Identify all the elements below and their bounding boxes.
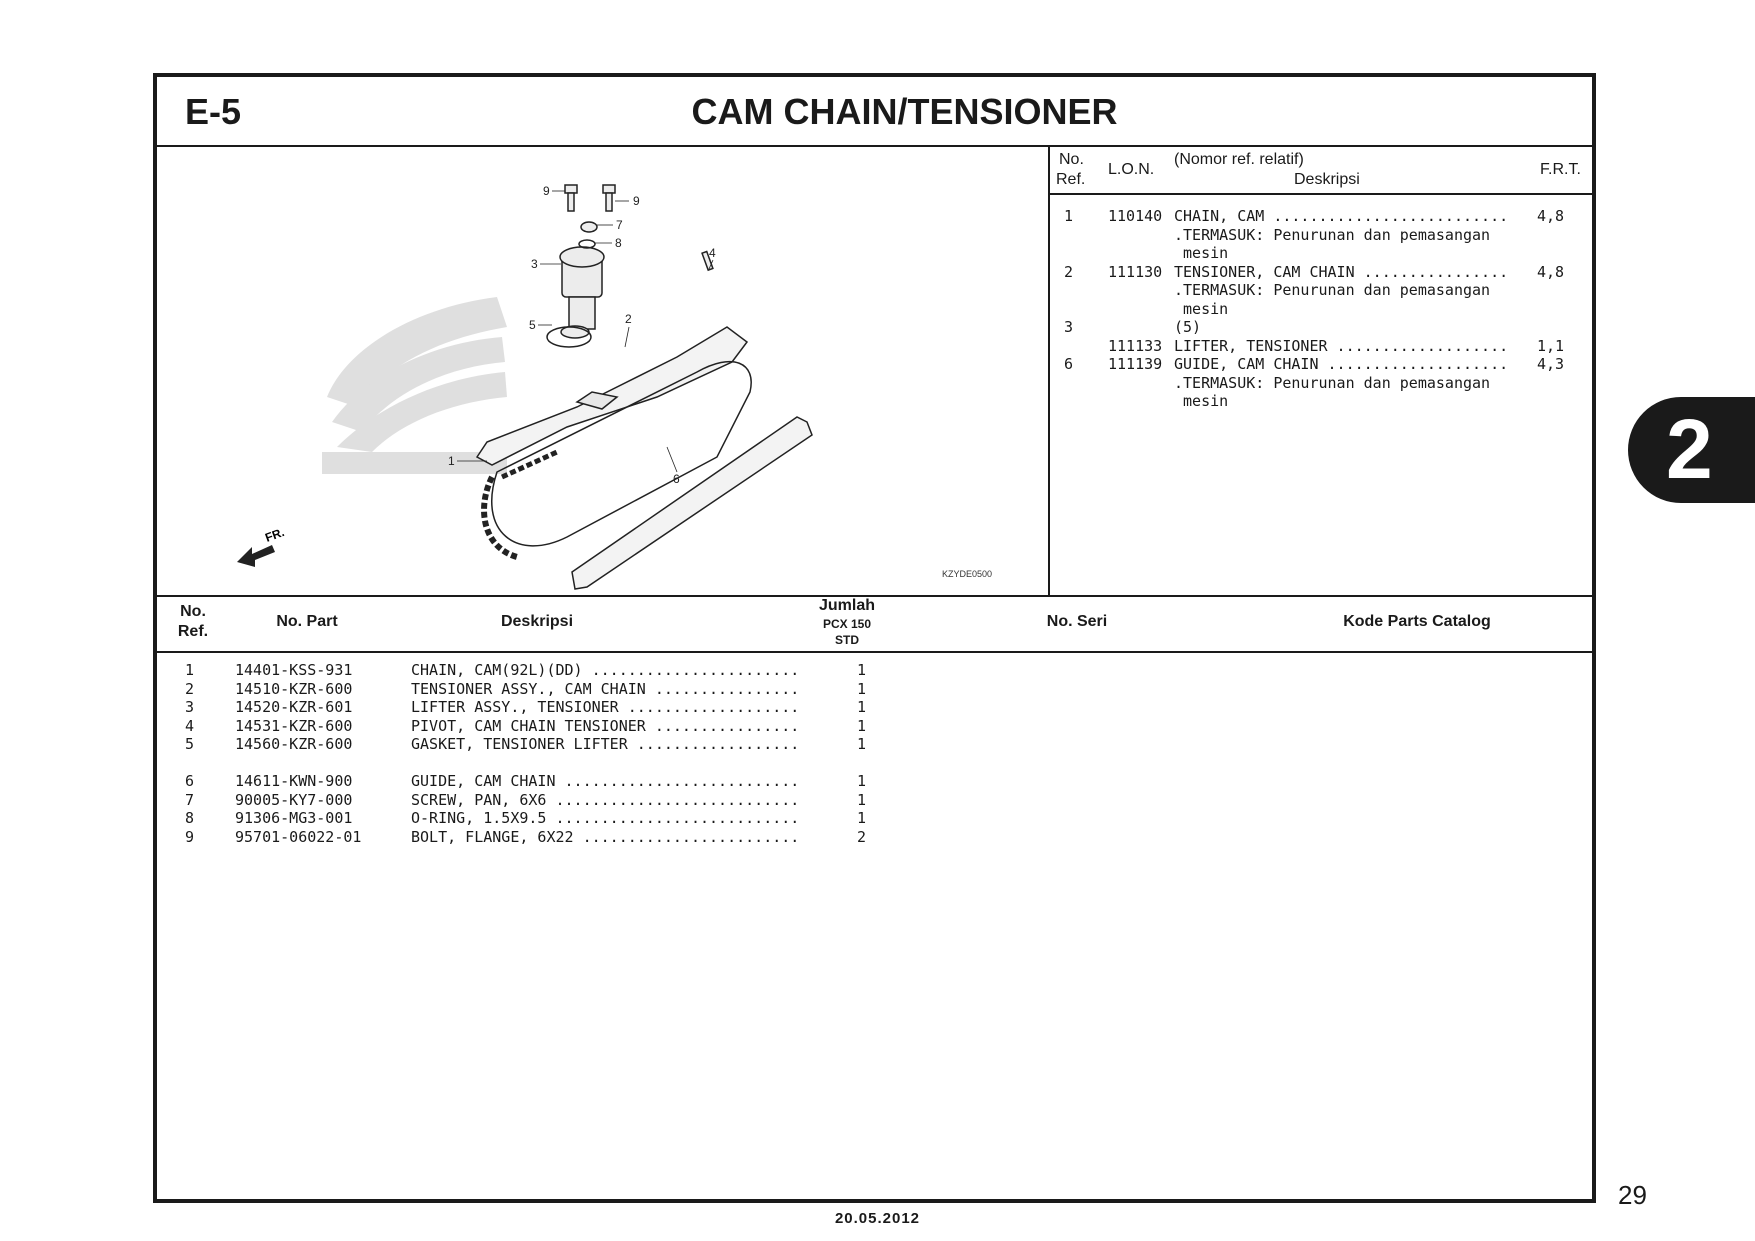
parts-cell-desc: TENSIONER ASSY., CAM CHAIN ................	[411, 679, 800, 698]
parts-row	[157, 809, 1592, 827]
parts-cell-desc: GUIDE, CAM CHAIN ..........................	[411, 772, 800, 790]
parts-cell-qty: 1	[857, 679, 867, 698]
parts-cell-desc: O-RING, 1.5X9.5 ...........................	[411, 809, 800, 827]
parts-cell-part: 14520-KZR-601	[235, 698, 353, 716]
lon-header-lon: L.O.N.	[1108, 161, 1155, 178]
parts-cell-desc: BOLT, FLANGE, 6X22 ........................	[411, 827, 800, 846]
parts-row	[157, 698, 1592, 716]
lon-row	[1050, 300, 1592, 318]
lon-table-header	[1050, 147, 1592, 195]
lon-row	[1050, 281, 1592, 299]
parts-header-serial: No. Seri	[1046, 613, 1108, 630]
exploded-diagram	[157, 147, 1050, 595]
parts-header-ref: Ref.	[177, 623, 209, 640]
parts-cell-part: 14510-KZR-600	[235, 679, 353, 698]
parts-cell-desc: SCREW, PAN, 6X6 ...........................	[411, 790, 800, 809]
parts-cell-part: 90005-KY7-000	[235, 790, 353, 809]
lon-header-ref: Ref.	[1056, 171, 1086, 188]
lon-cell-ref: 2	[1064, 262, 1074, 281]
chapter-tab	[1628, 397, 1755, 503]
front-arrow	[237, 525, 286, 567]
lon-row	[1050, 263, 1592, 281]
parts-cell-ref: 5	[185, 735, 195, 753]
callout-5: 5	[529, 318, 536, 332]
parts-header-part: No. Part	[276, 613, 338, 630]
parts-row	[157, 791, 1592, 809]
parts-cell-desc: LIFTER ASSY., TENSIONER ...................	[411, 698, 800, 716]
parts-header-model: PCX 150	[822, 617, 872, 631]
lon-cell-frt: 4,8	[1537, 207, 1565, 225]
parts-cell-ref: 2	[185, 679, 195, 698]
parts-cell-qty: 1	[857, 809, 867, 827]
print-date: 20.05.2012	[834, 1210, 921, 1227]
lon-header-desc: Deskripsi	[1294, 171, 1360, 188]
parts-row	[157, 828, 1592, 846]
lon-cell-lon: 111133	[1108, 336, 1163, 355]
parts-cell-ref: 3	[185, 698, 195, 716]
parts-row	[157, 661, 1592, 679]
lon-row	[1050, 244, 1592, 262]
lon-row	[1050, 207, 1592, 225]
parts-cell-qty: 1	[857, 716, 867, 735]
section-code: E-5	[185, 91, 242, 132]
parts-header-qty: Jumlah	[818, 597, 875, 614]
parts-cell-desc: CHAIN, CAM(92L)(DD) .......................	[411, 661, 800, 679]
lon-cell-desc: LIFTER, TENSIONER ...................	[1174, 336, 1509, 355]
tensioner-guide-shape	[477, 327, 747, 465]
parts-cell-qty: 1	[857, 735, 867, 753]
parts-table-header	[157, 595, 1592, 653]
lon-cell-lon: 111130	[1108, 262, 1163, 281]
parts-cell-qty: 1	[857, 790, 867, 809]
parts-cell-ref: 1	[185, 661, 195, 679]
parts-cell-qty: 1	[857, 698, 867, 716]
callout-9b: 9	[633, 194, 640, 208]
lon-cell-lon: 110140	[1108, 207, 1163, 225]
lon-cell-frt: 4,3	[1537, 355, 1565, 373]
lon-cell-desc: (5)	[1174, 318, 1202, 336]
lon-cell-ref: 6	[1064, 355, 1074, 373]
parts-header-std: STD	[835, 633, 859, 647]
parts-cell-qty: 1	[857, 661, 867, 679]
page-number: 29	[1618, 1180, 1647, 1210]
chain-guide-shape	[572, 417, 812, 589]
parts-header-catalog: Kode Parts Catalog	[1343, 613, 1491, 630]
lon-cell-lon: 111139	[1108, 355, 1163, 373]
lon-cell-ref: 3	[1064, 318, 1074, 336]
parts-cell-part: 14531-KZR-600	[235, 716, 353, 735]
page-title: CAM CHAIN/TENSIONER	[691, 91, 1118, 132]
lon-table	[1050, 147, 1592, 595]
lon-cell-frt: 1,1	[1537, 336, 1565, 355]
parts-header-no: No.	[180, 603, 206, 620]
lon-row	[1050, 318, 1592, 336]
parts-cell-ref: 4	[185, 716, 195, 735]
lon-header-frt: F.R.T.	[1540, 161, 1581, 178]
callout-3: 3	[531, 257, 538, 271]
lon-row	[1050, 392, 1592, 410]
honda-watermark	[322, 297, 507, 474]
callout-9a: 9	[543, 184, 550, 198]
lon-cell-frt: 4,8	[1537, 262, 1565, 281]
front-label: FR.	[263, 525, 287, 545]
callout-1: 1	[448, 454, 455, 468]
lon-header-desc-top: (Nomor ref. relatif)	[1174, 151, 1304, 168]
parts-cell-part: 14560-KZR-600	[235, 735, 353, 753]
parts-row	[157, 680, 1592, 698]
callout-2: 2	[625, 312, 632, 326]
parts-cell-ref: 9	[185, 827, 195, 846]
page-frame	[153, 73, 1596, 1203]
lon-row	[1050, 337, 1592, 355]
lon-cell-desc: mesin	[1174, 244, 1229, 262]
parts-cell-ref: 7	[185, 790, 195, 809]
parts-row	[157, 735, 1592, 753]
parts-cell-part: 14611-KWN-900	[235, 772, 353, 790]
parts-cell-part: 14401-KSS-931	[235, 661, 353, 679]
callout-6: 6	[673, 472, 680, 486]
parts-row	[157, 717, 1592, 735]
lon-row	[1050, 374, 1592, 392]
chapter-tab-number: 2	[1666, 402, 1713, 496]
diagram-svg	[157, 147, 1048, 595]
parts-cell-desc: PIVOT, CAM CHAIN TENSIONER ................	[411, 716, 800, 735]
parts-cell-part: 95701-06022-01	[235, 827, 362, 846]
lon-cell-desc: .TERMASUK: Penurunan dan pemasangan	[1174, 373, 1491, 392]
lifter-shape	[560, 247, 604, 338]
lon-cell-desc: mesin	[1174, 392, 1229, 410]
callout-8: 8	[615, 236, 622, 250]
diagram-code: KZYDE0500	[942, 569, 993, 579]
lon-cell-ref: 1	[1064, 207, 1074, 225]
lon-header-no: No.	[1059, 151, 1084, 168]
parts-header-desc: Deskripsi	[500, 613, 574, 630]
lon-row	[1050, 226, 1592, 244]
parts-cell-part: 91306-MG3-001	[235, 809, 353, 827]
lon-cell-desc: GUIDE, CAM CHAIN ....................	[1174, 355, 1509, 373]
parts-cell-qty: 2	[857, 827, 867, 846]
callout-4: 4	[709, 246, 716, 260]
lon-cell-desc: TENSIONER, CAM CHAIN ................	[1174, 262, 1509, 281]
parts-cell-qty: 1	[857, 772, 867, 790]
callout-7: 7	[616, 218, 623, 232]
parts-cell-ref: 6	[185, 772, 195, 790]
parts-cell-desc: GASKET, TENSIONER LIFTER ..................	[411, 735, 800, 753]
lon-cell-desc: .TERMASUK: Penurunan dan pemasangan	[1174, 281, 1491, 299]
lon-row	[1050, 355, 1592, 373]
lon-cell-desc: CHAIN, CAM ..........................	[1174, 207, 1509, 225]
parts-row	[157, 772, 1592, 790]
parts-cell-ref: 8	[185, 809, 195, 827]
page-header	[157, 77, 1592, 147]
lon-cell-desc: .TERMASUK: Penurunan dan pemasangan	[1174, 225, 1491, 244]
lon-cell-desc: mesin	[1174, 299, 1229, 318]
